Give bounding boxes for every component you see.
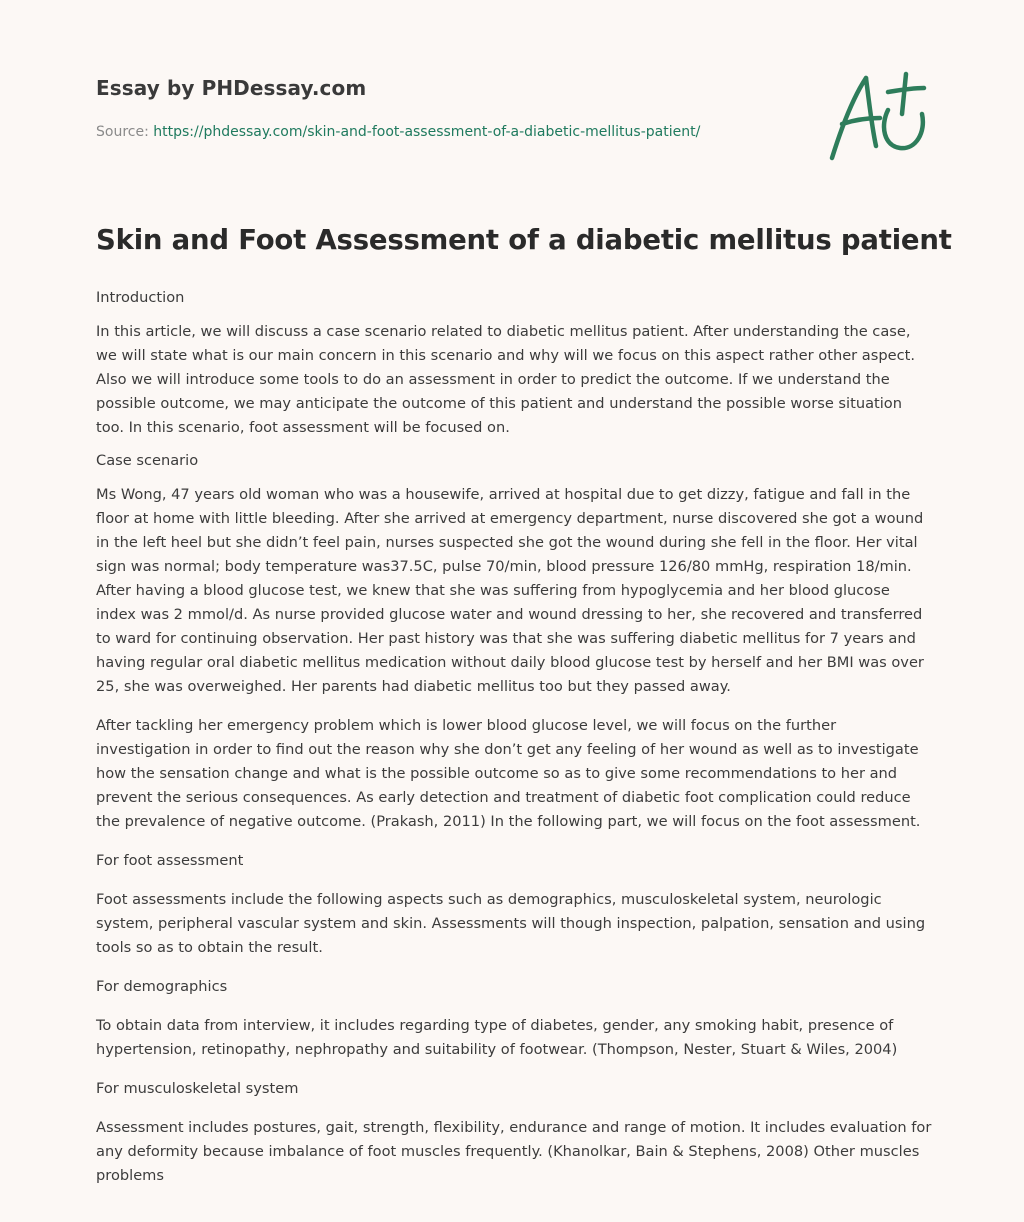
- section-heading-musculoskeletal: For musculoskeletal system: [96, 1080, 299, 1097]
- section-heading-foot-assessment: For foot assessment: [96, 852, 244, 869]
- source-label: Source:: [96, 124, 154, 140]
- source-link[interactable]: https://phdessay.com/skin-and-foot-assessment-of-a-diabetic-mellitus-patient/: [153, 124, 701, 140]
- paragraph-demographics: To obtain data from interview, it includes regarding type of diabetes, gender, any smoking habit, presence of hypertension, retinopathy, nephropathy and suitability of footwear. (Thompson, Nester, Stuart & Wiles, 2004): [96, 1017, 898, 1058]
- page-title: Skin and Foot Assessment of a diabetic mellitus patient: [96, 224, 952, 256]
- paragraph-foot-assessment: Foot assessments include the following aspects such as demographics, musculoskeletal system, neurologic system, peripheral vascular system and skin. Assessments will though inspection, palpation, sensation and using tools so as to obtain the result.: [96, 891, 926, 956]
- source-line: [96, 124, 700, 140]
- paragraph-introduction: In this article, we will discuss a case scenario related to diabetic mellitus patient. After understanding the case, we will state what is our main concern in this scenario and why will we focus on this aspect rather other aspect. Also we will introduce some tools to do an assessment in order to predict the outcome. If we understand the possible outcome, we may anticipate the outcome of this patient and understand the possible worse situation too. In this scenario, foot assessment will be focused on.: [96, 323, 915, 436]
- section-heading-demographics: For demographics: [96, 978, 228, 995]
- a-plus-logo-icon: [822, 66, 932, 166]
- brand-title: Essay by PHDessay.com: [96, 76, 367, 100]
- paragraph-further-investigation: After tackling her emergency problem which is lower blood glucose level, we will focus on the further investigation in order to find out the reason why she don’t get any feeling of her wound as well as to investigate how the sensation change and what is the possible outcome so as to give some recommendations to her and prevent the serious consequences. As early detection and treatment of diabetic foot complication could reduce the prevalence of negative outcome. (Prakash, 2011) In the following part, we will focus on the foot assessment.: [96, 717, 921, 830]
- article-body: [96, 286, 932, 1197]
- section-heading-introduction: Introduction: [96, 289, 185, 306]
- section-heading-case-scenario: Case scenario: [96, 452, 199, 469]
- paragraph-case-scenario: Ms Wong, 47 years old woman who was a housewife, arrived at hospital due to get dizzy, fatigue and fall in the floor at home with little bleeding. After she arrived at emergency department, nurse discovered she got a wound in the left heel but she didn’t feel pain, nurses suspected she got the wound during she fell in the floor. Her vital sign was normal; body temperature was37.5C, pulse 70/min, blood pressure 126/80 mmHg, respiration 18/min. After having a blood glucose test, we knew that she was suffering from hypoglycemia and her blood glucose index was 2 mmol/d. As nurse provided glucose water and wound dressing to her, she recovered and transferred to ward for continuing observation. Her past history was that she was suffering diabetic mellitus for 7 years and having regular oral diabetic mellitus medication without daily blood glucose test by herself and her BMI was over 25, she was overweighed. Her parents had diabetic mellitus too but they passed away.: [96, 486, 924, 695]
- paragraph-musculoskeletal: Assessment includes postures, gait, strength, flexibility, endurance and range of motion. It includes evaluation for any deformity because imbalance of foot muscles frequently. (Khanolkar, Bain & Stephens, 2008) Other muscles problems: [96, 1119, 932, 1184]
